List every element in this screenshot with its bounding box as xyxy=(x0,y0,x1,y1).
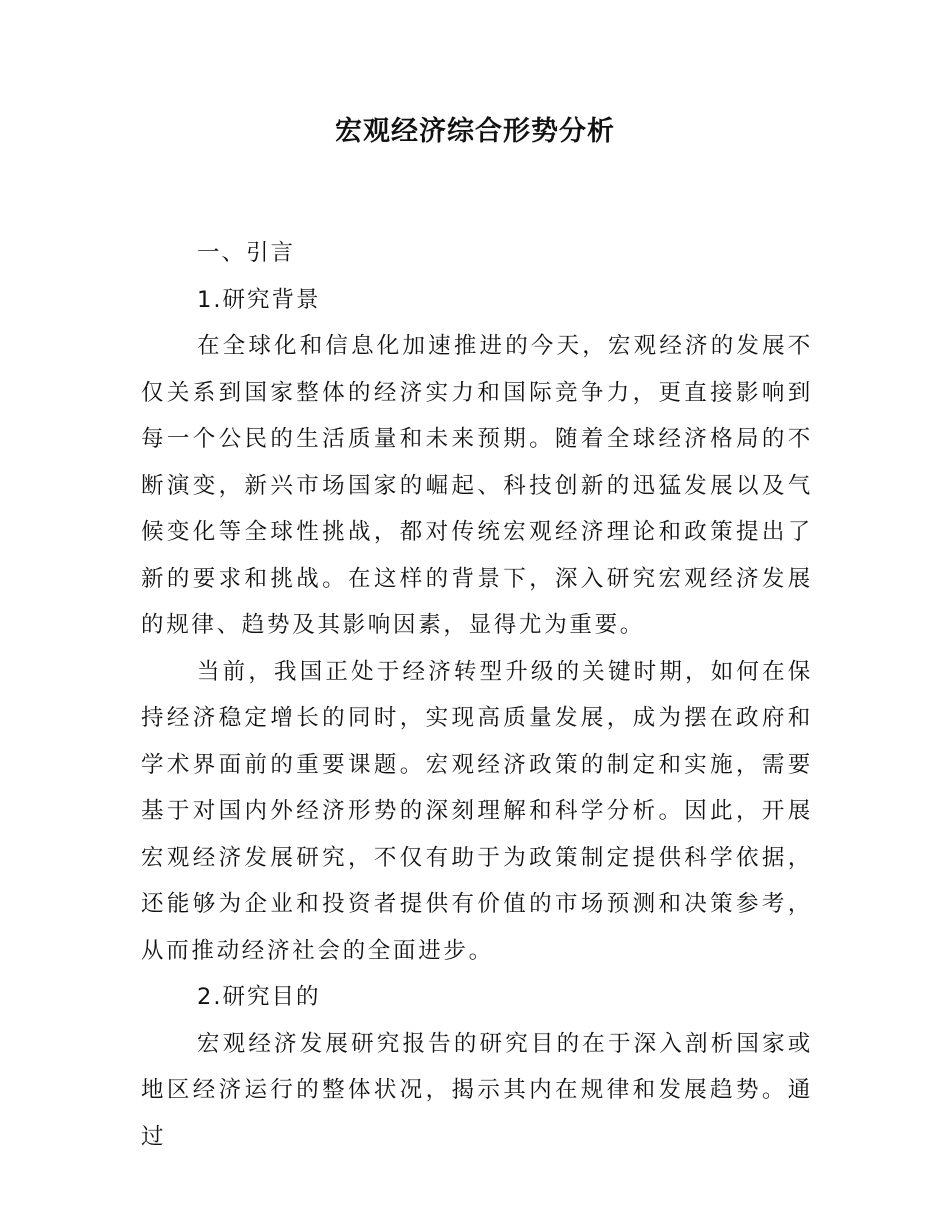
subsection-heading-background: 1.研究背景 xyxy=(197,286,321,313)
document-body xyxy=(141,230,813,1160)
subsection-heading-purpose: 2.研究目的 xyxy=(197,984,321,1010)
document-title: 宏观经济综合形势分析 xyxy=(335,116,615,147)
paragraph-background-1: 在全球化和信息化加速推进的今天，宏观经济的发展不仅关系到国家整体的经济实力和国际竞争力，更直接影响到每一个公民的生活质量和未来预期。随着全球经济格局的不断演变，新兴市场国家的崛起、科技创新的迅猛发展以及气候变化等全球性挑战，都对传统宏观经济理论和政策提出了新的要求和挑战。在这样的背景下，深入研究宏观经济发展的规律、趋势及其影响因素，显得尤为重要。 xyxy=(141,333,813,638)
paragraph-purpose: 宏观经济发展研究报告的研究目的在于深入剖析国家或地区经济运行的整体状况，揭示其内在规律和发展趋势。通过 xyxy=(141,1030,813,1150)
paragraph-background-2: 当前，我国正处于经济转型升级的关键时期，如何在保持经济稳定增长的同时，实现高质量发展，成为摆在政府和学术界面前的重要课题。宏观经济政策的制定和实施，需要基于对国内外经济形势的深刻理解和科学分析。因此，开展宏观经济发展研究，不仅有助于为政策制定提供科学依据，还能够为企业和投资者提供有价值的市场预测和决策参考，从而推动经济社会的全面进步。 xyxy=(141,658,813,964)
section-heading-introduction: 一、引言 xyxy=(197,240,296,266)
